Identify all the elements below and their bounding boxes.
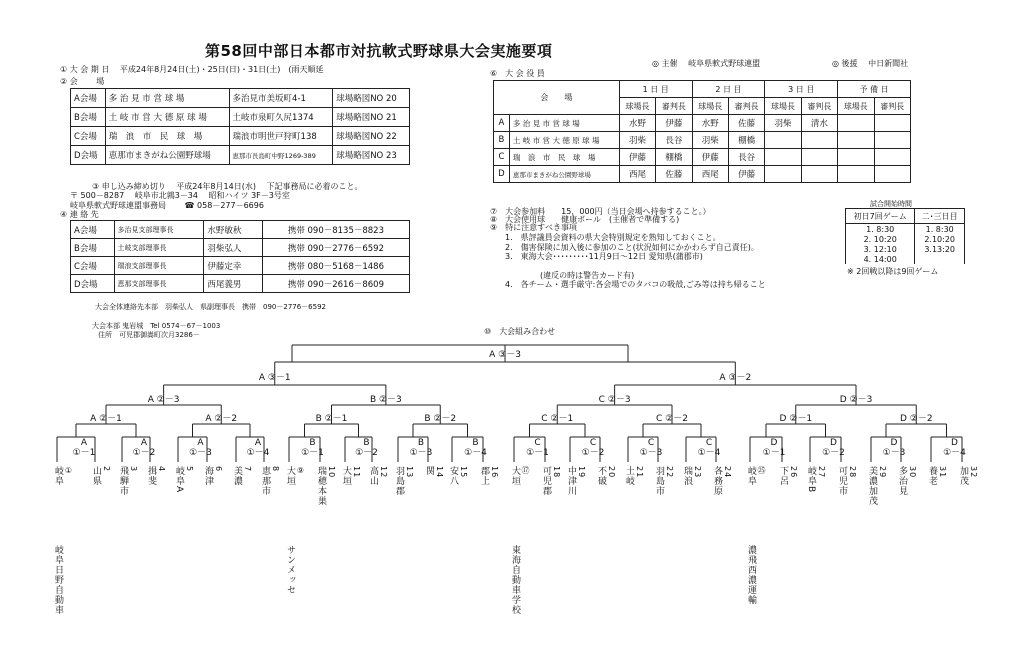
r1-game-label: ①－2 — [355, 448, 378, 458]
r1-game-label: ①－4 — [246, 448, 270, 458]
team-name: 美濃 — [232, 466, 242, 486]
team-name: 美濃加茂 — [867, 466, 877, 506]
section-venues-heading: ② 会 場 — [60, 77, 105, 86]
time-day23: 1. 8:30 — [915, 224, 965, 235]
team-name: 郡上 — [479, 466, 489, 486]
hq-phone: 大会本部 鬼岩城 Tel 0574－67－1003 — [92, 322, 221, 330]
team-entry — [777, 466, 799, 486]
officials-venue-name: 瑞 浪 市 民 球 場 — [509, 149, 619, 166]
team-entry — [117, 466, 139, 496]
contact-name: 羽柴弘人 — [204, 239, 262, 257]
team-entry — [926, 466, 948, 486]
team-number: 7 — [243, 466, 252, 473]
venue-name: 多 治 見 市 営 球 場 — [105, 89, 229, 108]
r2-game-label: B ②－1 — [315, 414, 348, 424]
contact-tel: 携帯 080－5168－1486 — [262, 257, 409, 275]
host-organizer: ◎ 主催 岐阜県軟式野球連盟 — [652, 59, 761, 68]
team-number: ⑨ — [296, 466, 305, 476]
team-name: 各務原 — [712, 466, 722, 496]
r1-game-label: ①－2 — [822, 448, 845, 458]
official-cell: 清水 — [801, 115, 837, 132]
officials-role-header: 審判長 — [801, 98, 837, 115]
officials-day-header: 1 日 目 — [619, 81, 692, 98]
officials-role-header: 審判長 — [656, 98, 692, 115]
team-entry — [340, 466, 362, 486]
r2-game-label: A ②－1 — [90, 414, 122, 424]
team-name: 羽島郡 — [394, 466, 404, 496]
r1-game-label: ①－3 — [189, 448, 212, 458]
team-number: 29 — [878, 466, 887, 479]
team-number: ① — [64, 466, 73, 476]
team-number: 19 — [577, 466, 586, 479]
venue-id: A会場 — [71, 89, 106, 108]
contact-venue: D会場 — [71, 275, 115, 293]
official-cell: 水野 — [692, 115, 728, 132]
venue-address: 恵那市長島町中野1269-389 — [229, 146, 333, 165]
contact-tel: 携帯 090－2776－6592 — [262, 239, 409, 257]
contact-role: 瑞浪支部理事長 — [114, 257, 204, 275]
team-name: 岐阜B — [806, 466, 816, 494]
contact-name: 伊藤定幸 — [204, 257, 262, 275]
r1-venue-label: B — [363, 438, 370, 448]
officials-role-header: 球場長 — [692, 98, 728, 115]
officials-role-header: 球場長 — [765, 98, 801, 115]
team-name: 不破 — [596, 466, 606, 486]
final-label: A ③－3 — [489, 350, 521, 360]
team-number: 16 — [490, 466, 499, 479]
note-1: 1. 県評議員会資料の県大会特別規定を熟知しておくこと。 — [505, 233, 721, 242]
team-name: 大垣 — [341, 466, 351, 486]
team-number: 31 — [938, 466, 947, 479]
team-name: 安八 — [448, 466, 458, 486]
team-name: 瑞穂本巣 — [316, 466, 326, 506]
official-cell: 棚橋 — [728, 132, 764, 149]
contact-venue: A会場 — [71, 221, 115, 239]
r1-venue-label: A — [80, 438, 88, 448]
seed-sponsor-name: 岐阜日野自動車 — [53, 545, 63, 615]
note-3b: (違反の時は警告カード有) — [540, 271, 635, 280]
section-bracket-heading: ⑩ 大会組み合わせ — [484, 327, 556, 336]
section-contacts-heading: ④ 連 絡 先 — [60, 210, 99, 219]
team-entry — [423, 466, 445, 482]
r1-venue-label: C — [705, 438, 713, 448]
page-title: 第58回中部日本都市対抗軟式野球県大会実施要項 — [205, 42, 553, 60]
team-name: 土岐 — [624, 466, 634, 486]
r1-venue-label: C — [647, 438, 655, 448]
seed-sponsor-name: 東海自動車学校 — [510, 545, 520, 615]
r1-venue-label: D — [951, 438, 958, 448]
team-number: ㉕ — [757, 466, 766, 475]
official-cell: 長谷 — [728, 149, 764, 166]
venue-id: D会場 — [71, 146, 106, 165]
official-cell: 羽柴 — [692, 132, 728, 149]
official-cell: 長谷 — [656, 132, 692, 149]
contact-role: 恵那支部理事長 — [114, 275, 204, 293]
officials-venue-header: 会 場 — [494, 81, 620, 115]
note-heading: ⑨ 特に注意すべき事項 — [490, 223, 578, 232]
team-entry — [866, 466, 888, 506]
venue-address: 土岐市泉町久尻1374 — [229, 108, 333, 127]
team-number: 24 — [723, 466, 732, 479]
team-entry — [957, 466, 979, 486]
r1-game-label: ①－1 — [762, 448, 786, 458]
office-address: 〒 500－8287 岐阜市北鶉3－34 昭和ハイツ 3F－3号室 — [70, 191, 290, 200]
r2-game-label: D ②－1 — [779, 414, 813, 424]
time-day1: 3. 12:10 — [846, 244, 915, 254]
contact-name: 水野敏秋 — [204, 221, 262, 239]
team-number: 27 — [817, 466, 826, 479]
team-name: 関 — [424, 466, 434, 476]
team-name: 飛騨市 — [118, 466, 128, 496]
team-entry — [173, 466, 195, 493]
team-entry — [315, 466, 337, 506]
officials-day-header: 予 備 日 — [838, 81, 911, 98]
team-entry — [623, 466, 645, 486]
contact-venue: B会場 — [71, 239, 115, 257]
team-number: 6 — [214, 466, 223, 473]
team-entry — [145, 466, 167, 486]
team-name: 羽島市 — [654, 466, 664, 496]
team-number: 2 — [102, 466, 111, 473]
r1-game-label: ①－4 — [943, 448, 966, 458]
team-number: 12 — [379, 466, 388, 479]
official-cell: 伊藤 — [692, 149, 728, 166]
venue-name: 恵那市まきがね公園野球場 — [105, 146, 229, 165]
contact-role: 土岐支部理事長 — [114, 239, 204, 257]
official-cell: 佐藤 — [656, 166, 692, 183]
team-entry — [259, 466, 281, 496]
team-entry — [565, 466, 587, 496]
team-number: 23 — [693, 466, 702, 479]
team-entry — [711, 466, 733, 496]
team-entry — [90, 466, 112, 486]
team-entry — [478, 466, 500, 486]
start-times-title: 試合開始時間 — [870, 200, 912, 208]
contact-role: 多治見支部理事長 — [114, 221, 204, 239]
venue-address: 多治見市美坂町4-1 — [229, 89, 333, 108]
officials-role-header: 審判長 — [874, 98, 910, 115]
officials-venue-id: A — [494, 115, 510, 132]
r1-game-label: ①－3 — [639, 448, 663, 458]
officials-role-header: 審判長 — [728, 98, 764, 115]
team-entry — [202, 466, 224, 486]
note-3: 3. 東海大会･････････11月9日～12日 愛知県(蒲郡市) — [505, 252, 703, 261]
team-entry — [509, 466, 531, 486]
team-name: 岐阜 — [53, 466, 63, 486]
team-name: 恵那市 — [260, 466, 270, 496]
semi-label-2: A ③－2 — [719, 373, 752, 383]
venue-map: 球場略図NO 21 — [333, 108, 410, 127]
time-day1: 1. 8:30 — [846, 224, 915, 235]
r2-game-label: A ②－2 — [205, 414, 238, 424]
r1-venue-label: D — [770, 438, 778, 448]
team-number: 26 — [789, 466, 798, 479]
r1-venue-label: A — [197, 438, 204, 448]
r1-venue-label: B — [417, 438, 425, 448]
team-number: 14 — [435, 466, 444, 479]
official-cell: 羽柴 — [619, 132, 655, 149]
overall-contact: 大会全体連絡先本部 羽柴弘人 県副理事長 携帯 090－2776－6592 — [95, 303, 326, 311]
r3-game-label: A ②－3 — [147, 395, 180, 405]
team-number: 11 — [352, 466, 361, 479]
r1-venue-label: A — [140, 438, 148, 448]
seed-sponsor-name: 濃飛西濃運輸 — [746, 545, 756, 605]
r1-venue-label: B — [309, 438, 316, 448]
contact-venue: C会場 — [71, 257, 115, 275]
r1-game-label: ①－1 — [72, 448, 96, 458]
officials-venue-name: 恵那市まきがね公園野球場 — [509, 166, 619, 183]
seed-sponsor-name: サンメッセ — [285, 545, 295, 595]
team-entry — [52, 466, 74, 486]
team-number: 28 — [848, 466, 857, 479]
team-number: 20 — [607, 466, 616, 479]
team-entry — [393, 466, 415, 496]
team-name: 岐阜 — [746, 466, 756, 486]
deadline-line: ③ 申し込み締め切り 平成24年8月14日(水) 下記事務局に必着のこと。 — [92, 182, 363, 191]
team-entry — [540, 466, 562, 496]
official-cell: 佐藤 — [728, 115, 764, 132]
times-header-day23: 二･三日目 — [915, 209, 965, 224]
note-2: 2. 傷害保険に加入後に参加のこと(状況如何にかかわらず自己責任)。 — [505, 243, 759, 252]
team-number: 13 — [405, 466, 414, 479]
team-name: 岐阜A — [174, 466, 184, 494]
section-officials-heading: ⑥ 大 会 役 員 — [490, 69, 545, 78]
r1-venue-label: A — [254, 438, 262, 448]
r1-game-label: ①－4 — [464, 448, 487, 458]
time-day1: 2. 10:20 — [846, 234, 915, 244]
team-entry — [745, 466, 767, 486]
supporter: ◎ 後援 中日新聞社 — [832, 59, 909, 68]
official-cell: 羽柴 — [765, 115, 801, 132]
r1-game-label: ①－1 — [526, 448, 549, 458]
official-cell: 伊藤 — [656, 115, 692, 132]
team-entry — [836, 466, 858, 496]
hq-address: 住所 可児郡御嵩町次月3286－ — [98, 331, 200, 339]
contact-name: 西尾義男 — [204, 275, 262, 293]
section-dates: ① 大 会 期 日 平成24年8月24日(土)・25日(日)・31日(土) (雨天順延 — [60, 65, 324, 74]
official-cell: 西尾 — [692, 166, 728, 183]
team-entry — [805, 466, 827, 493]
team-entry — [681, 466, 703, 486]
team-number: ⑰ — [521, 466, 530, 475]
team-number: 22 — [665, 466, 674, 479]
team-name: 中津川 — [566, 466, 576, 496]
r1-venue-label: C — [534, 438, 541, 448]
team-name: 可児郡 — [541, 466, 551, 496]
officials-role-header: 球場長 — [838, 98, 874, 115]
team-number: 15 — [459, 466, 468, 479]
r3-game-label: C ②－3 — [598, 395, 631, 405]
note-ball: ⑧ 大会使用球 健康ボール (主催者で準備する) — [490, 215, 680, 224]
team-name: 多治見 — [897, 466, 907, 496]
team-number: 8 — [271, 466, 280, 473]
r2-game-label: D ②－2 — [899, 414, 933, 424]
r1-game-label: ①－2 — [132, 448, 156, 458]
time-day23: 3.13:20 — [915, 244, 965, 254]
team-name: 山県 — [91, 466, 101, 486]
r1-venue-label: D — [830, 438, 837, 448]
team-name: 養老 — [927, 466, 937, 486]
officials-venue-name: 多 治 見 市 営 球 場 — [509, 115, 619, 132]
officials-role-header: 球場長 — [619, 98, 655, 115]
team-name: 瑞浪 — [682, 466, 692, 486]
venue-id: C会場 — [71, 127, 106, 146]
team-name: 高山 — [368, 466, 378, 486]
team-number: 3 — [129, 466, 138, 473]
semi-label-1: A ③－1 — [258, 373, 291, 383]
r1-game-label: ①－3 — [409, 448, 433, 458]
time-day1: 4. 14:00 — [846, 254, 915, 264]
officials-venue-id: C — [494, 149, 510, 166]
r1-venue-label: C — [589, 438, 597, 448]
team-name: 大垣 — [285, 466, 295, 486]
r1-game-label: ①－3 — [882, 448, 906, 458]
officials-venue-id: B — [494, 132, 510, 149]
venue-address: 瑞浪市明世戸狩町138 — [229, 127, 333, 146]
r1-game-label: ①－2 — [581, 448, 605, 458]
note-4: 4. 各チーム・選手厳守:各会場でのタバコの吸殻,ごみ等は持ち帰ること — [505, 280, 766, 289]
official-cell: 水野 — [619, 115, 655, 132]
team-number: 21 — [635, 466, 644, 479]
venue-map: 球場略図NO 23 — [333, 146, 410, 165]
team-number: 5 — [185, 466, 194, 473]
game-note: ※ 2回戦以降は9回ゲーム — [847, 267, 939, 276]
team-name: 海津 — [203, 466, 213, 486]
team-entry — [231, 466, 253, 486]
note-fee: ⑦ 大会参加料 15，000円（当日会場へ持参すること。） — [490, 207, 711, 216]
team-number: 32 — [969, 466, 978, 479]
official-cell: 棚橋 — [656, 149, 692, 166]
r3-game-label: D ②－3 — [839, 395, 873, 405]
office-phone: 岐阜県軟式野球連盟事務局 ☎ 058－277－6696 — [70, 201, 264, 210]
official-cell: 伊藤 — [728, 166, 764, 183]
team-name: 大垣 — [510, 466, 520, 486]
official-cell: 伊藤 — [619, 149, 655, 166]
contact-tel: 携帯 090－2616－8609 — [262, 275, 409, 293]
team-name: 加茂 — [958, 466, 968, 486]
officials-venue-name: 土 岐 市 営 大 徳 原 球 場 — [509, 132, 619, 149]
team-number: 30 — [908, 466, 917, 479]
team-name: 可児市 — [837, 466, 847, 496]
team-number: 10 — [327, 466, 336, 479]
official-cell: 西尾 — [619, 166, 655, 183]
venue-name: 瑞 浪 市 民 球 場 — [105, 127, 229, 146]
r1-venue-label: B — [472, 438, 479, 448]
team-number: 4 — [157, 466, 166, 473]
r1-game-label: ①－1 — [301, 448, 324, 458]
r2-game-label: B ②－2 — [424, 414, 457, 424]
r1-game-label: ①－4 — [697, 448, 721, 458]
officials-day-header: 3 日 目 — [765, 81, 838, 98]
times-header-day1: 初日7回ゲーム — [846, 209, 915, 224]
officials-venue-id: D — [494, 166, 510, 183]
venue-map: 球場略図NO 20 — [333, 89, 410, 108]
venue-id: B会場 — [71, 108, 106, 127]
team-entry — [284, 466, 306, 486]
team-entry — [896, 466, 918, 496]
r3-game-label: B ②－3 — [369, 395, 402, 405]
r2-game-label: C ②－1 — [541, 414, 574, 424]
time-day23: 2.10:20 — [915, 234, 965, 244]
contact-tel: 携帯 090－8135－8823 — [262, 221, 409, 239]
team-entry — [595, 466, 617, 486]
team-number: 18 — [552, 466, 561, 479]
officials-day-header: 2 日 目 — [692, 81, 765, 98]
r1-venue-label: D — [890, 438, 898, 448]
venue-name: 土 岐 市 営 大 德 原 球 場 — [105, 108, 229, 127]
team-entry — [653, 466, 675, 496]
venue-map: 球場略図NO 22 — [333, 127, 410, 146]
team-entry — [447, 466, 469, 486]
team-entry — [367, 466, 389, 486]
team-name: 下呂 — [778, 466, 788, 486]
team-name: 揖斐 — [146, 466, 156, 486]
r2-game-label: C ②－2 — [656, 414, 688, 424]
